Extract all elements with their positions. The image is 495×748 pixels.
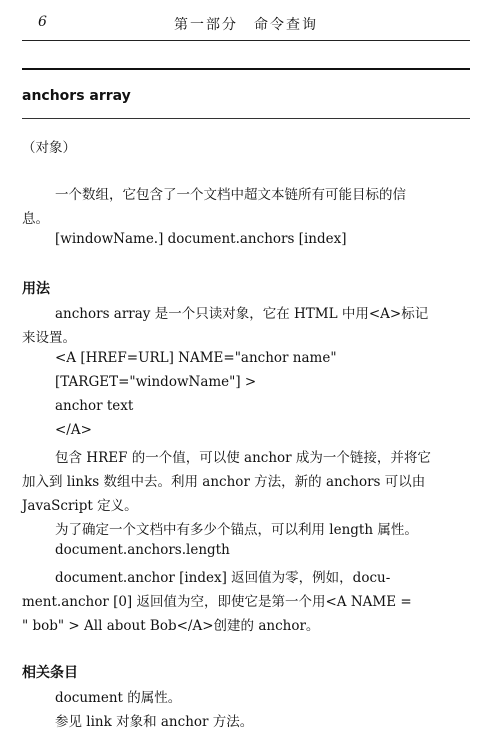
usage-p2-line-2: 加入到 links 数组中去。利用 anchor 方法，新的 anchors 可以由 [22, 474, 426, 490]
code-line-4: </A> [55, 422, 92, 438]
usage-p4-line-3: " bob" > All about Bob</A>创建的 anchor。 [22, 618, 320, 634]
page-number: 6 [38, 14, 47, 30]
usage-p1-line-1: anchors array 是一个只读对象，它在 HTML 中用<A>标记 [55, 306, 429, 322]
related-item-2: 参见 link 对象和 anchor 方法。 [55, 714, 254, 730]
code-line-3: anchor text [55, 398, 134, 414]
type-note: （对象） [22, 140, 76, 156]
usage-p4-line-1: document.anchor [index] 返回值为零，例如，docu- [55, 570, 391, 586]
header-rule [22, 40, 470, 41]
page-header [22, 14, 470, 34]
usage-p1-line-2: 来设置。 [22, 330, 76, 346]
usage-p3-code: document.anchors.length [55, 542, 230, 558]
usage-p4-line-2: ment.anchor [0] 返回值为空，即使它是第一个用<A NAME = [22, 594, 412, 610]
intro-line-2: 息。 [22, 211, 49, 227]
entry-top-rule [22, 68, 470, 70]
code-line-1: <A [HREF=URL] NAME="anchor name" [55, 350, 337, 366]
intro-line-1: 一个数组，它包含了一个文档中超文本链所有可能目标的信 [55, 187, 406, 203]
related-item-1: document 的属性。 [55, 690, 182, 706]
usage-heading: 用法 [22, 281, 50, 297]
usage-p2-line-1: 包含 HREF 的一个值，可以使 anchor 成为一个链接，并将它 [55, 450, 431, 466]
running-title: 第一部分 命令查询 [174, 17, 318, 33]
usage-p2-line-3: JavaScript 定义。 [22, 498, 138, 514]
code-line-2: [TARGET="windowName"] > [55, 374, 257, 390]
entry-bottom-rule [22, 118, 470, 119]
usage-p3: 为了确定一个文档中有多少个锚点，可以利用 length 属性。 [55, 522, 418, 538]
related-heading: 相关条目 [22, 665, 78, 681]
entry-title: anchors array [22, 88, 131, 104]
syntax-line: [windowName.] document.anchors [index] [55, 231, 347, 247]
